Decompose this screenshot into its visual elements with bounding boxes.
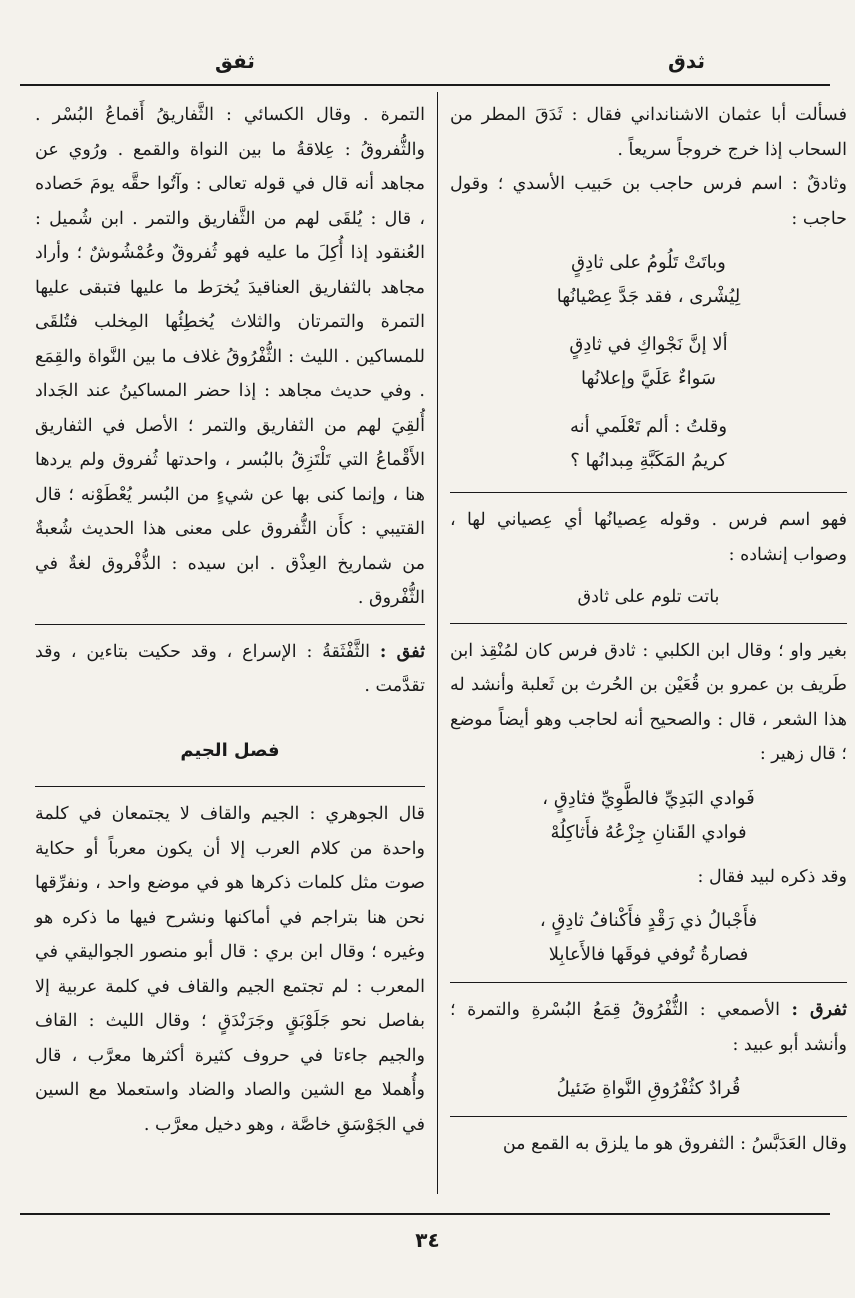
entry-headword: ثفق :: [379, 641, 425, 662]
entry-headword: ثفرق :: [791, 1000, 847, 1020]
paragraph: وثادقٌ : اسم فرس حاجب بن حَبيب الأسدي ؛ وقول حاجب :: [450, 174, 847, 229]
separator: [35, 786, 425, 787]
paragraph: بغير واو ؛ وقال ابن الكلبي : ثادق فرس كان لمُنْقِذ ابن طَريف بن عمرو بن قُعَيْن بن الحُرث بن ثَعلبة وأنشد له هذا الشعر ، قال : والصحيح أنه لحاجب وهو أيضاً موضع ؛ قال زهير :: [450, 640, 847, 764]
header-entry-right: ثدق: [668, 49, 705, 73]
section-title: فصل الجيم: [180, 739, 280, 761]
header-entry-left: ثفق: [215, 49, 255, 73]
poem-stanza: [470, 246, 827, 314]
poem-line: فصارةُ تُوفي فوقَها فالأَعابِلا: [548, 944, 749, 965]
paragraph: قال الجوهري : الجيم والقاف لا يجتمعان في كلمة واحدة من كلام العرب إلا أن يكون معرباً أو حكاية صوت مثل كلمات ذكرها هو في موضع واحد ، ونفرِّقها نحن هنا بتراجم في أماكنها ونشرح فيها ما ذكره هو وغيره ؛ وقال ابن بري : قال أبو منصور الجواليقي في المعرب : لم تجتمع الجيم والقاف في كلمة عربية إلا بفاصل نحو جَلَوْبَقٍ وجَرَنْدَقٍ ؛ وقال الليث : القاف والجيم جاءتا في حروف كثيرة أكثرها معرَّب ، قال وأُهملا مع الشين والصاد والضاد واستعملا مع السين في الجَوْسَقِ خاصَّة ، وهو دخيل معرَّب .: [35, 804, 425, 1135]
paragraph: وقد ذكره لبيد فقال :: [697, 866, 847, 887]
quoted-verse: باتت تلوم على ثادق: [577, 587, 720, 607]
entry-text: الأصمعي : الثُّفْرُوقُ قِمَعُ البُسْرةِ والتمرة ؛ وأنشد أبو عبيد :: [450, 1000, 847, 1055]
paragraph: فهو اسم فرس . وقوله عِصيانُها أي عِصياني لها ، وصواب إنشاده :: [450, 510, 847, 565]
poem-line: فأَجْبالُ ذي رَقْدٍ فأَكْنافُ ثادِقٍ ،: [539, 910, 758, 931]
poem-line: قُرادٌ كثُفْرُوقِ النَّواةِ ضَئيلُ: [556, 1078, 741, 1099]
column-divider: [437, 92, 438, 1194]
separator: [450, 623, 847, 624]
poem-line: ألا إنَّ نَجْواكِ في ثادِقٍ: [569, 334, 728, 355]
poem-line: وباتَتْ تَلُومُ على ثادِقٍ: [571, 252, 726, 273]
paragraph: التمرة . وقال الكسائي : الثَّفاريقُ أَقماعُ البُسْر . والثُّفروقُ : عِلاقةُ ما بين النواة والقمع . ورُوي عن مجاهد أنه قال في قوله تعالى : وآتُوا حقَّه يومَ حَصاده ، قال : يُلقَى لهم من الثَّفاريق والتمر . ابن شُميل : العُنقود إذا أُكِلَ ما عليه فهو ثُفروقٌ وعُمْشُوشٌ ؛ وأراد مجاهد بالثفاريق العناقيدَ يُخرَط ما عليها فتبقى عليها التمرة والتمرتان والثلاث يُخطِئُها المِخلب فتُلقَى للمساكين . الليث : الثُّفْرُوقُ غلاف ما بين النَّواة والقِمَع . وفي حديث مجاهد : إذا حضر المساكينُ عند الجَداد أُلقِيَ لهم من الثفاريق والتمر ؛ الأصل في الثفاريق الأَقْماعُ التي تَلْتَزِقُ بالبُسر ، واحدتها ثُفروق ولم يردها هنا ، وإنما كنى بها عن شيءٍ من البُسر يُعْطَوْنه ؛ قال القتيبي : كأَن الثُّفروق على معنى هذا الحديث شُعبةٌ من شماريخ العِذْق . ابن سيده : الذُّفْروق لغةٌ في الثُّفْروق .: [35, 105, 425, 608]
right-column: [450, 98, 847, 1162]
paragraph: وقال العَدَبَّسُ : الثفروق هو ما يلزق به القمع من: [502, 1134, 847, 1154]
poem-line: سَواءٌ عَلَيَّ وإعلانُها: [581, 368, 716, 389]
page-number: ٣٤: [415, 1228, 440, 1252]
paragraph: فسألت أبا عثمان الاشنانداني فقال : ثَدَقَ المطر من السحاب إذا خرج خروجاً سريعاً .: [450, 105, 847, 160]
footer-rule: [20, 1213, 830, 1215]
separator: [35, 624, 425, 625]
poem-block: [450, 246, 847, 478]
separator: [450, 982, 847, 983]
poem-block: [450, 782, 847, 850]
header-rule: [20, 84, 830, 86]
separator: [450, 1116, 847, 1117]
paragraph: [35, 635, 425, 704]
poem-line: وقلتُ : ألم تَعْلَمي أنه: [569, 416, 728, 437]
poem-block: [450, 1072, 847, 1106]
poem-stanza: [470, 328, 827, 396]
paragraph: [450, 993, 847, 1062]
entry-text: الثَّفْثَقةُ : الإسراع ، وقد حكيت بتاءين ، وقد تقدَّمت .: [35, 641, 425, 696]
poem-line: فَوادي البَدِيِّ فالطَّوِيِّ فثادِقٍ ،: [542, 787, 755, 809]
poem-line: كريمُ المَكَبَّةِ مِبدانُها ؟: [570, 450, 727, 471]
poem-block: [450, 904, 847, 972]
left-column: [35, 98, 425, 1142]
poem-line: لِيُشْرى ، فقد جَدَّ عِصْيانُها: [556, 286, 741, 307]
separator: [450, 492, 847, 493]
poem-stanza: [470, 410, 827, 478]
poem-line: فوادي القَنانِ جِزْعُهُ فأَثاكِلُهْ: [550, 821, 747, 843]
